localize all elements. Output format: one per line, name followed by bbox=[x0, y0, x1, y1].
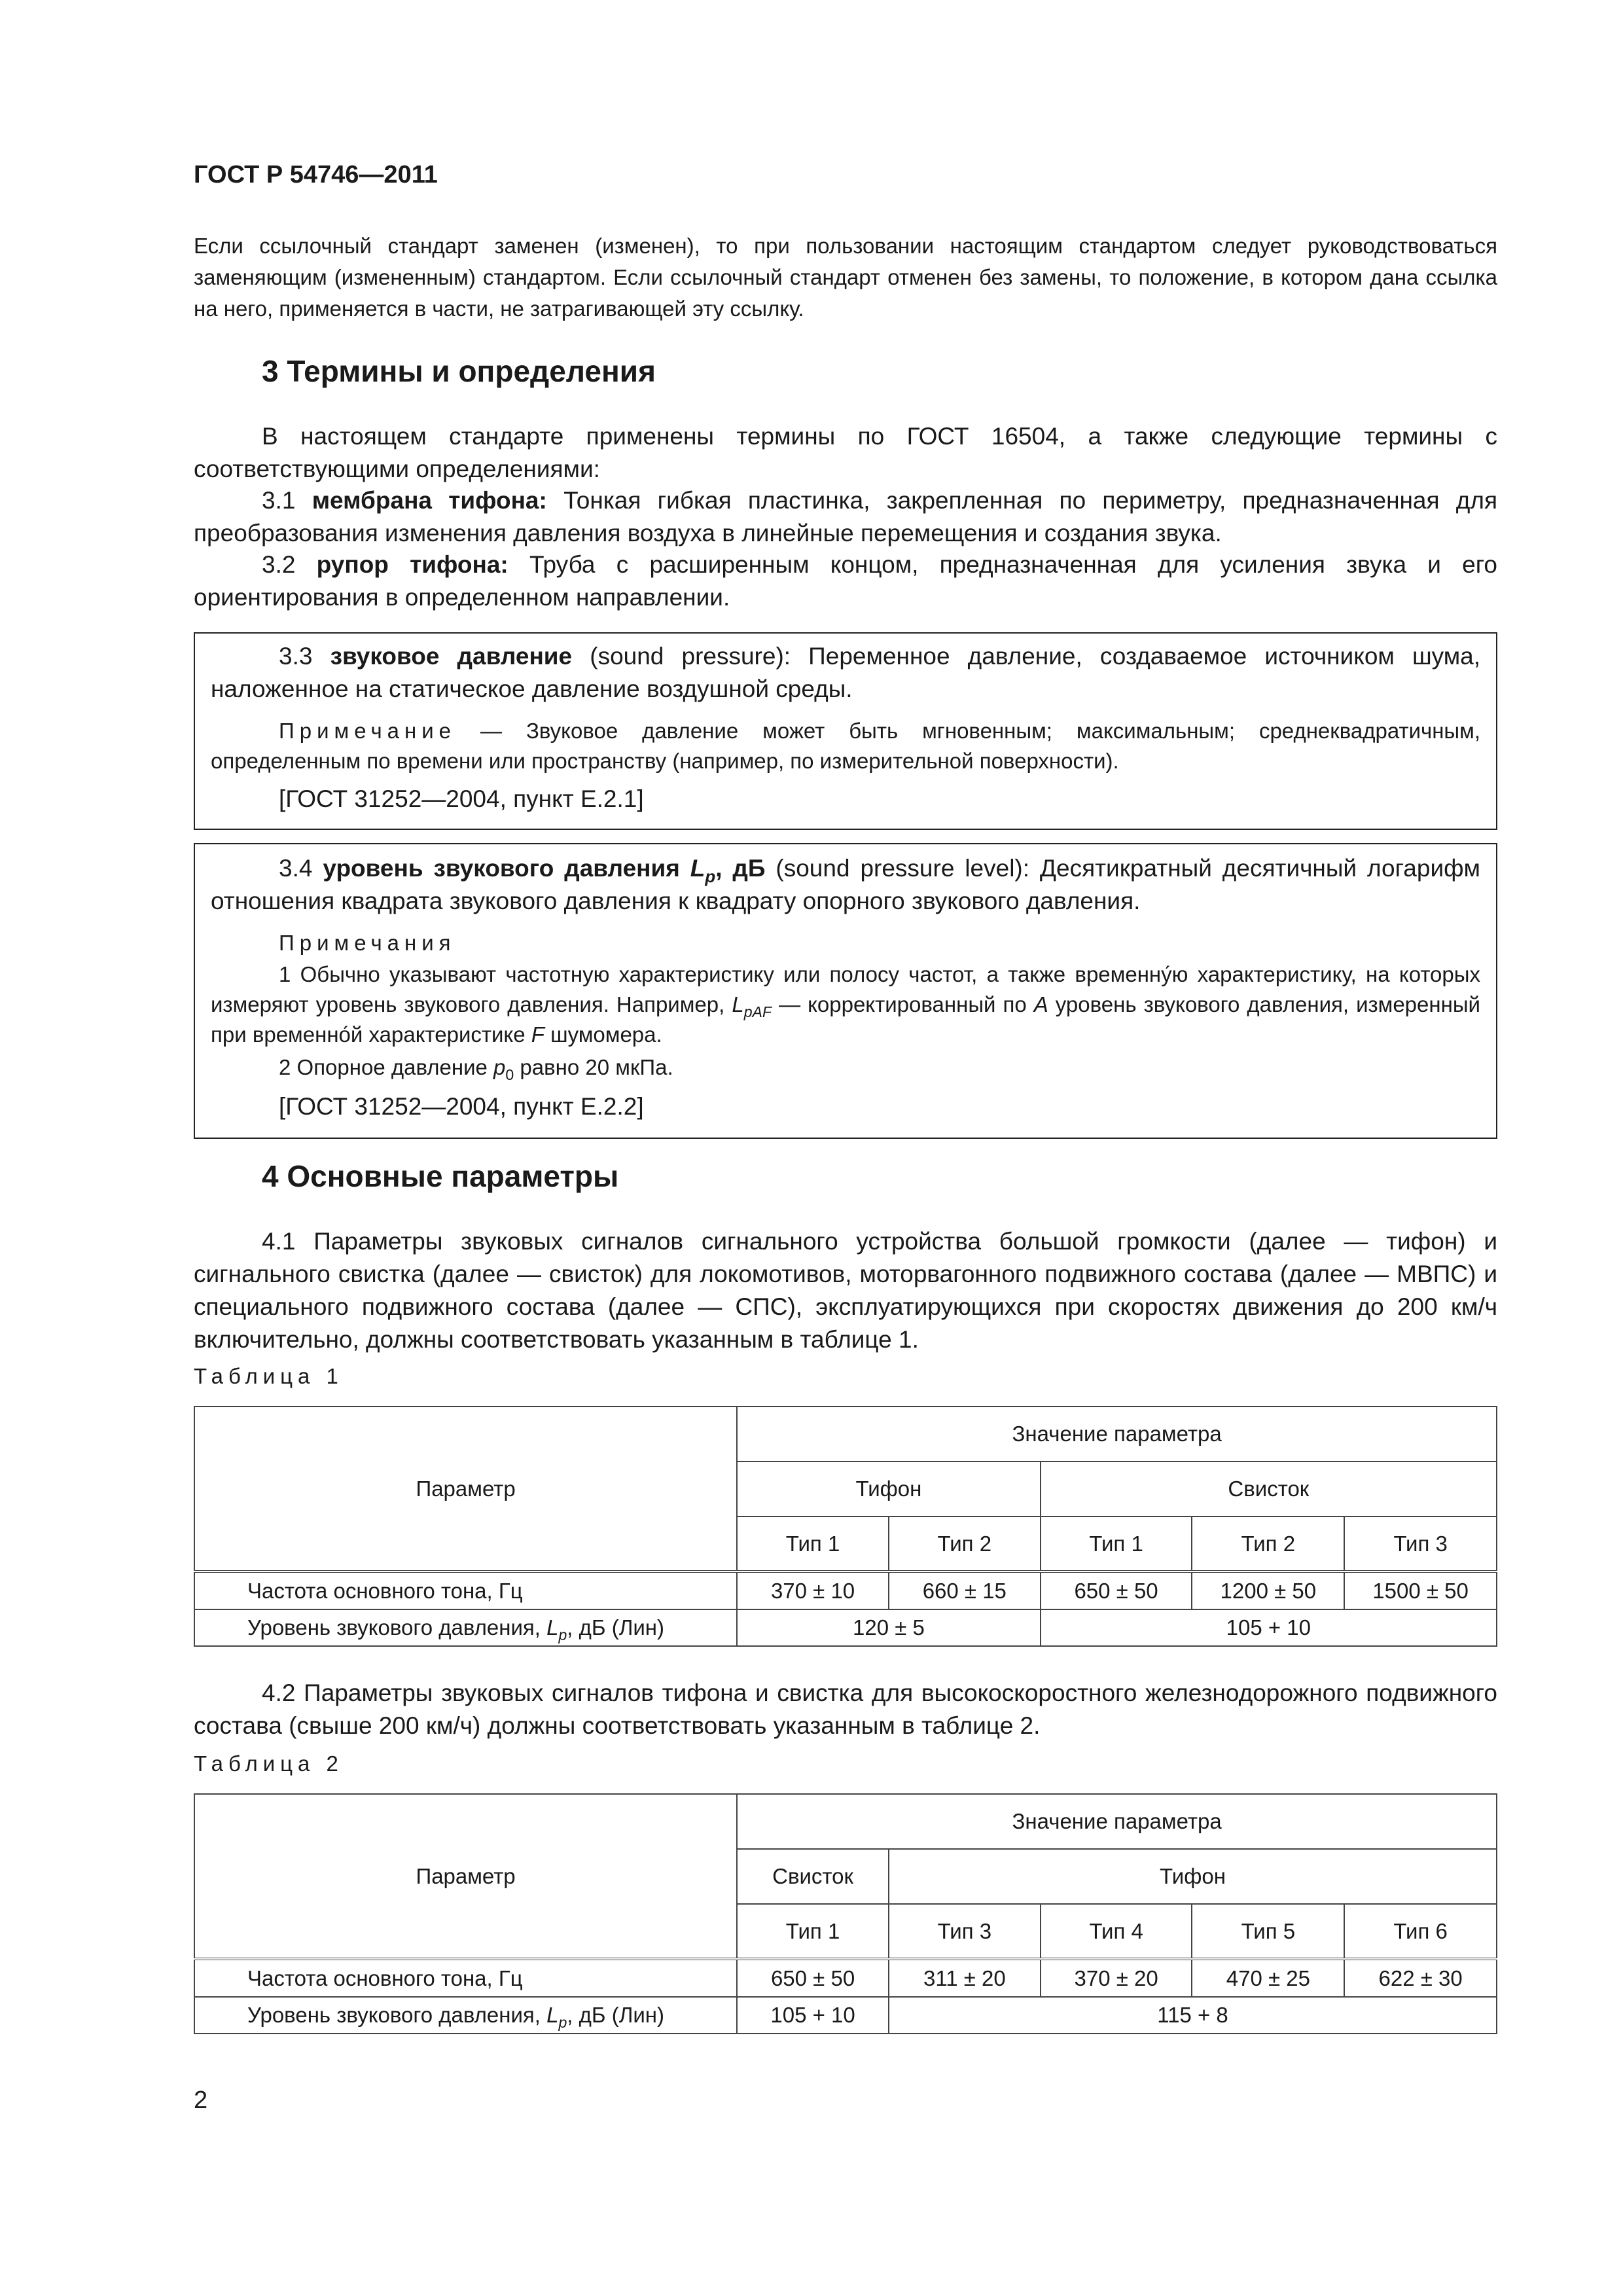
section-3-title: 3 Термины и определения bbox=[262, 354, 656, 388]
table-cell: 120 ± 5 bbox=[737, 1609, 1041, 1646]
table-header-type: Тип 2 bbox=[1192, 1516, 1344, 1571]
table-1 bbox=[194, 1406, 1497, 1647]
table-header-type: Тип 1 bbox=[737, 1904, 889, 1959]
section-3-intro: В настоящем стандарте применены термины по ГОСТ 16504, а также следующие термины с соответствующими определениями: bbox=[194, 423, 1497, 482]
term-definition: (sound pressure level): Десятикратный десятичный логарифм отношения квадрата звукового давления к квадрату опорного звукового давления. bbox=[211, 855, 1480, 914]
table-header-group: Свисток bbox=[1041, 1462, 1497, 1516]
table-header-type: Тип 6 bbox=[1344, 1904, 1497, 1959]
table-header-type: Тип 1 bbox=[1041, 1516, 1192, 1571]
term-name: рупор тифона: bbox=[316, 551, 508, 578]
term-number: 3.4 bbox=[279, 855, 323, 882]
term-number: 3.3 bbox=[279, 643, 330, 670]
term-3-1 bbox=[194, 484, 1497, 550]
table-header-type: Тип 3 bbox=[889, 1904, 1041, 1959]
table-header-value: Значение параметра bbox=[737, 1794, 1497, 1849]
term-name: звуковое давление bbox=[330, 643, 573, 670]
document-header: ГОСТ Р 54746—2011 bbox=[194, 161, 438, 188]
table-cell: 650 ± 50 bbox=[737, 1959, 889, 1997]
note-label: Примечание bbox=[279, 719, 457, 743]
table-header-group: Свисток bbox=[737, 1849, 889, 1904]
term-3-2 bbox=[194, 548, 1497, 614]
table-row bbox=[194, 1571, 1497, 1609]
term-3-4-note-1: 1 Обычно указывают частотную характеристику или полосу частот, а также временну́ю характеристику, на которых измеряют уровень звукового давления. Например, $L_{pAF}$ — корректированный по А уровень звукового давления, измеренный при временно́й характеристике F шумомера. bbox=[211, 962, 1480, 1047]
term-definition: (sound pressure): Переменное давление, создаваемое источником шума, наложенное на статическое давление воздушной среды. bbox=[211, 643, 1481, 702]
table-row bbox=[194, 1997, 1497, 2034]
table-header-type: Тип 3 bbox=[1344, 1516, 1497, 1571]
table-cell: 470 ± 25 bbox=[1192, 1959, 1344, 1997]
table-header-group: Тифон bbox=[889, 1849, 1497, 1904]
term-definition: Труба с расширенным концом, предназначенная для усиления звука и его ориентирования в определенном направлении. bbox=[194, 551, 1498, 611]
term-name: уровень звукового давления bbox=[323, 855, 690, 882]
term-number: 3.2 bbox=[262, 551, 317, 578]
paragraph-4-2: 4.2 Параметры звуковых сигналов тифона и свистка для высокоскоростного железнодорожного подвижного состава (свыше 200 км/ч) должны соответствовать указанным в таблице 2. bbox=[194, 1679, 1497, 1739]
term-symbol-sub: p bbox=[705, 868, 716, 887]
term-3-4-box bbox=[194, 843, 1497, 1139]
term-3-4 bbox=[211, 852, 1480, 918]
table-row bbox=[194, 1959, 1497, 1997]
table-cell: 105 + 10 bbox=[737, 1997, 889, 2034]
term-name: мембрана тифона: bbox=[312, 487, 547, 514]
row-label: Уровень звукового давления, $L_p$, дБ (Лин) bbox=[194, 1609, 737, 1646]
table-header-param: Параметр bbox=[194, 1407, 737, 1571]
table-header-type: Тип 1 bbox=[737, 1516, 889, 1571]
term-definition: Тонкая гибкая пластинка, закрепленная по периметру, предназначенная для преобразования изменения давления воздуха в линейные перемещения и создания звука. bbox=[194, 487, 1498, 547]
row-label: Частота основного тона, Гц bbox=[194, 1571, 737, 1609]
table-cell: 115 + 8 bbox=[889, 1997, 1497, 2034]
term-symbol: L bbox=[690, 855, 705, 882]
term-3-3-note bbox=[211, 716, 1480, 776]
table-cell: 660 ± 15 bbox=[889, 1571, 1041, 1609]
table-cell: 650 ± 50 bbox=[1041, 1571, 1192, 1609]
term-3-4-reference: [ГОСТ 31252—2004, пункт Е.2.2] bbox=[279, 1093, 644, 1120]
table-header-value: Значение параметра bbox=[737, 1407, 1497, 1462]
note-text: — Звуковое давление может быть мгновенным; максимальным; среднеквадратичным, определенным по времени или пространству (например, по измерительной поверхности). bbox=[211, 719, 1480, 773]
table-header-type: Тип 4 bbox=[1041, 1904, 1192, 1959]
table-header-param: Параметр bbox=[194, 1794, 737, 1959]
term-3-4-notes-label: Примечания bbox=[279, 931, 456, 955]
table-2-caption: Таблица 2 bbox=[194, 1751, 344, 1776]
table-header-type: Тип 2 bbox=[889, 1516, 1041, 1571]
row-label: Частота основного тона, Гц bbox=[194, 1959, 737, 1997]
intro-paragraph: Если ссылочный стандарт заменен (изменен), то при пользовании настоящим стандартом следует руководствоваться заменяющим (измененным) стандартом. Если ссылочный стандарт отменен без замены, то положение, в котором дана ссылка на него, применяется в части, не затрагивающей эту ссылку. bbox=[194, 234, 1497, 321]
table-cell: 1500 ± 50 bbox=[1344, 1571, 1497, 1609]
table-header-type: Тип 5 bbox=[1192, 1904, 1344, 1959]
table-cell: 105 + 10 bbox=[1041, 1609, 1497, 1646]
row-label: Уровень звукового давления, $L_p$, дБ (Лин) bbox=[194, 1997, 737, 2034]
table-row bbox=[194, 1609, 1497, 1646]
term-3-3-reference: [ГОСТ 31252—2004, пункт Е.2.1] bbox=[279, 785, 644, 812]
table-cell: 1200 ± 50 bbox=[1192, 1571, 1344, 1609]
table-1-caption: Таблица 1 bbox=[194, 1364, 344, 1388]
term-3-3 bbox=[211, 640, 1480, 706]
term-3-4-note-2: 2 Опорное давление $p_0$ равно 20 мкПа. bbox=[279, 1055, 673, 1084]
table-cell: 622 ± 30 bbox=[1344, 1959, 1497, 1997]
section-4-title: 4 Основные параметры bbox=[262, 1159, 619, 1193]
table-cell: 370 ± 20 bbox=[1041, 1959, 1192, 1997]
paragraph-4-1: 4.1 Параметры звуковых сигналов сигнального устройства большой громкости (далее — тифон) и сигнального свистка (далее — свисток) для локомотивов, моторвагонного подвижного состава (далее — МВПС) и специального подвижного состава (далее — СПС), эксплуатирующихся при скоростях движения до 200 км/ч включительно, должны соответствовать указанным в таблице 1. bbox=[194, 1228, 1497, 1353]
table-header-group: Тифон bbox=[737, 1462, 1041, 1516]
table-cell: 311 ± 20 bbox=[889, 1959, 1041, 1997]
term-unit: , дБ bbox=[715, 855, 766, 882]
table-2 bbox=[194, 1793, 1497, 2034]
term-3-3-box bbox=[194, 632, 1497, 830]
table-cell: 370 ± 10 bbox=[737, 1571, 889, 1609]
page-number: 2 bbox=[194, 2087, 208, 2114]
term-number: 3.1 bbox=[262, 487, 312, 514]
